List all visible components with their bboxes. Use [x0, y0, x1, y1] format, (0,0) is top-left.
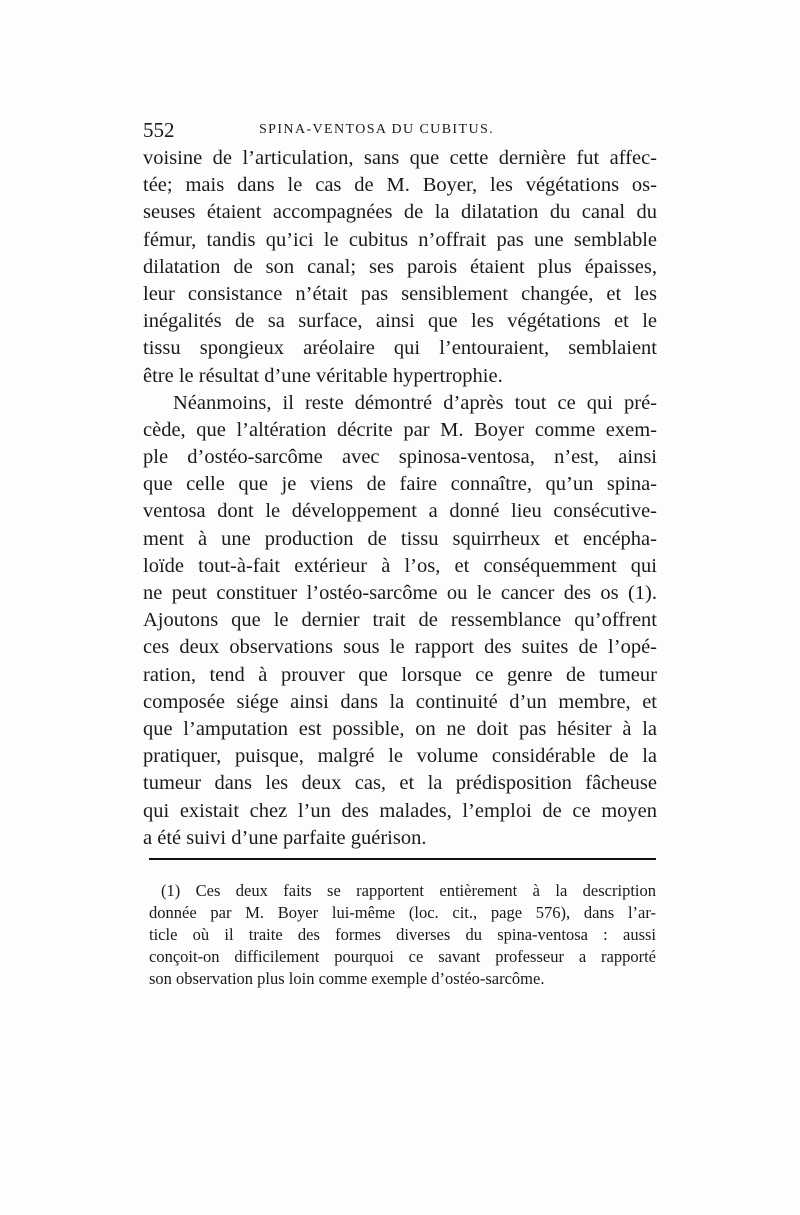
footnote-line: ticle où il traite des formes diverses du spina-ventosa : aussi	[149, 925, 656, 944]
body-line: ple d’ostéo-sarcôme avec spinosa-ventosa, n’est, ainsi	[143, 446, 657, 469]
footnote-line: donnée par M. Boyer lui-même (loc. cit., page 576), dans l’ar-	[149, 903, 656, 922]
body-line: dilatation de son canal; ses parois étaient plus épaisses,	[143, 255, 657, 278]
body-text	[143, 145, 657, 852]
footnote-rule	[149, 858, 656, 860]
body-line: que celle que je viens de faire connaître, qu’un spina-	[143, 473, 657, 496]
body-line: cède, que l’altération décrite par M. Boyer comme exem-	[143, 418, 657, 441]
page-number: 552	[143, 118, 175, 142]
body-line: que l’amputation est possible, on ne doit pas hésiter à la	[143, 717, 657, 740]
body-line: fémur, tandis qu’ici le cubitus n’offrait pas une semblable	[143, 228, 657, 251]
body-line: loïde tout-à-fait extérieur à l’os, et conséquemment qui	[143, 554, 657, 577]
running-head: SPINA-VENTOSA DU CUBITUS.	[259, 122, 495, 137]
page-header	[143, 118, 655, 142]
body-line: Néanmoins, il reste démontré d’après tout ce qui pré-	[173, 391, 657, 414]
body-line: pratiquer, puisque, malgré le volume considérable de la	[143, 745, 657, 768]
body-line: ces deux observations sous le rapport des suites de l’opé-	[143, 636, 657, 659]
body-line: ventosa dont le développement a donné lieu consécutive-	[143, 500, 657, 523]
footnote-line: son observation plus loin comme exemple d’ostéo-sarcôme.	[149, 969, 545, 988]
body-line: leur consistance n’était pas sensiblement changée, et les	[143, 282, 657, 305]
body-line: a été suivi d’une parfaite guérison.	[143, 826, 427, 849]
body-line: être le résultat d’une véritable hypertrophie.	[143, 364, 503, 387]
body-line: seuses étaient accompagnées de la dilatation du canal du	[143, 201, 657, 224]
body-line: tée; mais dans le cas de M. Boyer, les végétations os-	[143, 174, 657, 197]
body-line: tumeur dans les deux cas, et la prédisposition fâcheuse	[143, 772, 657, 795]
body-line: ration, tend à prouver que lorsque ce genre de tumeur	[143, 663, 657, 686]
body-line: ne peut constituer l’ostéo-sarcôme ou le cancer des os (1).	[143, 582, 657, 604]
body-line: qui existait chez l’un des malades, l’emploi de ce moyen	[143, 799, 657, 822]
footnote-line: (1) Ces deux faits se rapportent entièrement à la description	[161, 881, 656, 900]
body-line: inégalités de sa surface, ainsi que les végétations et le	[143, 310, 657, 333]
body-line: Ajoutons que le dernier trait de ressemblance qu’offrent	[143, 609, 657, 632]
body-line: composée siége ainsi dans la continuité d’un membre, et	[143, 690, 657, 713]
body-line: voisine de l’articulation, sans que cette dernière fut affec-	[143, 147, 657, 169]
body-line: ment à une production de tissu squirrheux et encépha-	[143, 527, 657, 550]
footnote-line: conçoit-on difficilement pourquoi ce savant professeur a rapporté	[149, 947, 656, 966]
body-line: tissu spongieux aréolaire qui l’entouraient, semblaient	[143, 337, 657, 360]
footnote	[149, 880, 656, 990]
